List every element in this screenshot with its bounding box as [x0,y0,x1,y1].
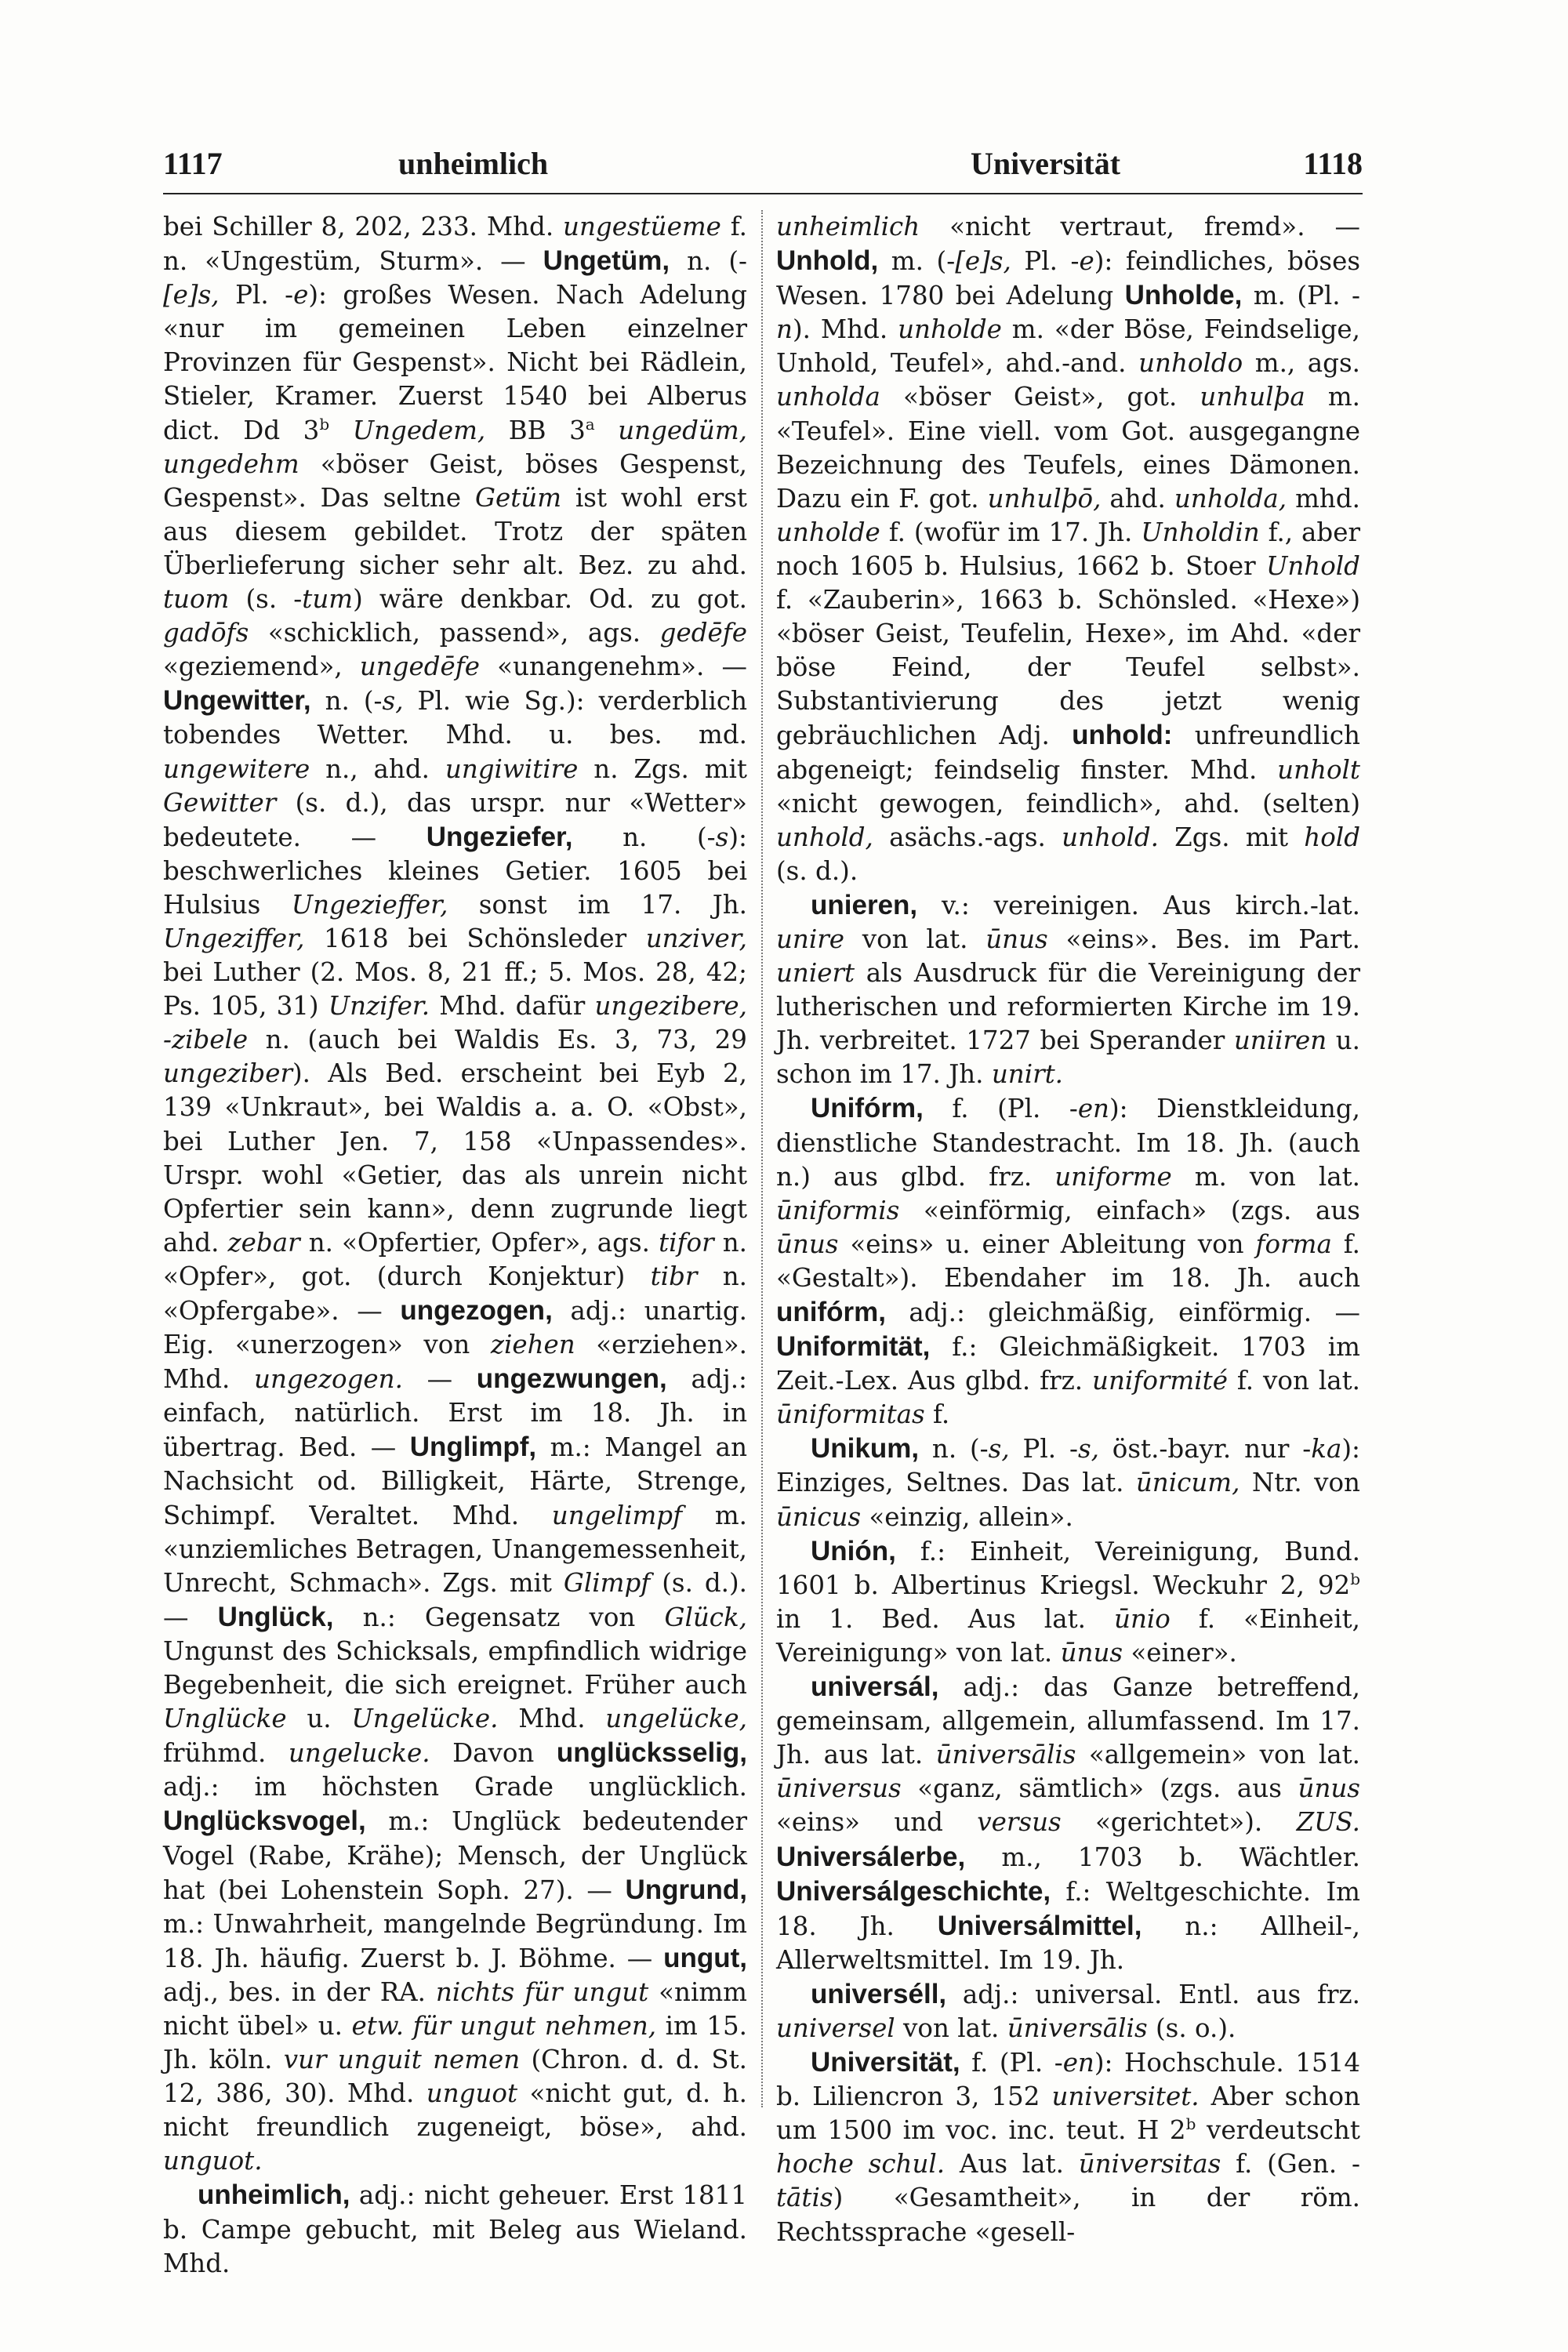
text-run: n. «Opfer», got. (durch Konjektur) [163,1227,748,1291]
entry-paragraph [163,2178,747,2280]
italic-form: ūnio [1114,1603,1171,1634]
italic-form: unhulþa [1200,382,1305,412]
text-run: mhd. [1287,483,1360,514]
text-run: in 1. Bed. Aus lat. [776,1603,1115,1634]
text-run: n., ahd. [310,753,445,784]
headword: ungezwungen, [476,1363,667,1395]
text-run: «eins» und [776,1807,978,1838]
text-run: Pl. - [1009,1434,1078,1465]
superscript: b [1350,1569,1360,1588]
italic-form: s [715,822,729,852]
text-run: «geziemend», [163,652,360,682]
italic-form: unholde [776,517,880,547]
text-run: «eins» u. einer Ableitung von [838,1229,1256,1259]
text-run: u. [286,1704,352,1734]
italic-form: unholde [898,314,1002,345]
headword: Ungewitter, [163,685,311,717]
italic-form: Ungelücke. [351,1704,499,1734]
text-run: bei Schiller 8, 202, 233. Mhd. [163,212,564,241]
text-run: ): großes Wesen. Nach Adelung «nur im gemeinen Leben einzelner Provinzen für Gespenst». Nicht bei Rädlein, Stieler, Kramer. Zuerst 1540 bei Alberus dict. Dd 3 [163,280,747,445]
text-run: öst.-bayr. nur - [1098,1434,1312,1465]
text-run: m. von lat. [1171,1161,1360,1192]
italic-form: hoche schul. [776,2149,946,2180]
text-run: f. (Gen. - [1221,2149,1360,2180]
text-run: n. (- [919,1434,989,1465]
text-run: m.: Unglück bedeutender Vogel (Rabe, Krähe); Mensch, der Unglück hat (bei Lohenstein Soph. 27). — [163,1806,747,1905]
headword: universéll, [811,1978,947,2009]
text-run: m. (Pl. - [1242,281,1360,311]
italic-form: e [1079,246,1094,277]
italic-form: ungewitere [163,753,310,784]
italic-form: vur unguit nemen [283,2045,521,2075]
italic-form: en [1077,1094,1109,1124]
text-run: Aus lat. [945,2149,1079,2180]
italic-form: ungedēfe [359,652,481,682]
italic-form: Unzifer. [328,991,430,1022]
italic-form: ūnicum, [1135,1468,1240,1498]
superscript: a [585,414,595,434]
headword: Universálerbe, [776,1841,966,1872]
text-run: ): feindliches, böses Wesen. 1780 bei Adelung [776,246,1360,311]
text-run: adj.: unartig. Eig. «unerzogen» von [163,1296,747,1360]
text-run: f. «Gestalt»). Ebendaher im 18. Jh. auch [776,1229,1360,1293]
italic-form: e [293,280,309,310]
italic-form: nichts für ungut [435,1976,649,2007]
text-run: frühmd. [163,1738,289,1769]
italic-form: Ungedem, [352,415,486,445]
text-run: Ntr. von [1240,1468,1360,1498]
italic-form: unheimlich [776,212,920,241]
text-run: asächs.-ags. [873,822,1062,852]
text-run: adj.: im höchsten Grade unglücklich. [163,1772,747,1802]
italic-form: unire [776,924,845,954]
italic-form: forma [1255,1229,1332,1259]
headword: unhold: [1072,720,1173,751]
italic-form: ūniformis [776,1195,900,1225]
italic-form: s, [1077,1434,1099,1465]
text-run [329,416,353,445]
text-run: (s. d.), das urspr. nur «Wetter» bedeutete. — [163,787,747,852]
headword: unglücksselig, [556,1737,747,1769]
italic-form: ūnus [776,1229,839,1259]
text-run: (s. d.). [776,855,858,886]
text-run: (s. o.). [1147,2013,1236,2043]
italic-form: ZUS. [1296,1807,1360,1838]
italic-form: ūnus [985,924,1048,954]
headword: Unglück, [217,1601,334,1632]
italic-form: Unhold [1265,550,1360,581]
headword: Unión, [811,1535,896,1566]
text-run: 1618 bei Schönsleder [304,923,646,953]
italic-form: ūniversus [776,1773,902,1804]
text-run: verdeutscht [1196,2115,1360,2146]
italic-form: ungezogen. [254,1364,403,1395]
italic-form: Ungezieffer, [291,889,448,920]
text-run: Zgs. mit [1158,822,1305,852]
text-run: unfreundlich abgeneigt; feindselig finster. Mhd. [776,720,1360,785]
italic-form: uniiren [1233,1025,1327,1056]
text-run: adj.: universal. Entl. aus frz. [946,1979,1360,2009]
entry-paragraph [776,1432,1360,1534]
italic-form: tibr [650,1261,698,1291]
headword: Universálgeschichte, [776,1875,1051,1907]
text-run: «einer». [1123,1637,1237,1668]
text-run: m.: Unwahrheit, mangelnde Begründung. Im 18. Jh. häufig. Zuerst b. J. Böhme. — [163,1908,747,1973]
text-run: «unangenehm». — [480,652,747,682]
text-run: f. (Pl. - [960,2048,1063,2078]
italic-form: n [776,314,793,345]
italic-form: ungelimpf [551,1500,683,1530]
text-run: «böser Geist, böses Gespenst, Gespenst». Das seltne [163,448,747,513]
text-run: adj., bes. in der RA. [163,1976,436,2007]
italic-form: en [1062,2048,1094,2078]
text-run: «eins». Bes. im Part. [1047,924,1360,954]
italic-form: ungedüm, ungedehm [163,415,748,479]
italic-form: unhold. [1062,822,1159,852]
text-run: adj.: einfach, natürlich. Erst im 18. Jh. in übertrag. Bed. — [163,1364,747,1463]
text-run: n. «Opfergabe». — [163,1261,747,1326]
text-run: u. schon im 17. Jh. [776,1025,1361,1090]
superscript: b [1185,2114,1196,2134]
italic-form: ungelucke. [288,1738,430,1769]
italic-form: ūnus [1060,1637,1123,1668]
italic-form: [e]s, [163,280,220,310]
text-run: «allgemein» von lat. [1076,1740,1360,1770]
text-run: ). Als Bed. erscheint bei Eyb 2, 139 «Unkraut», bei Waldis a. a. O. «Obst», bei Luther Jen. 7, 158 «Unpassendes». Urspr. wohl «Getier, das als unrein nicht Opfertier sein kann», denn zugrunde liegt ahd. [163,1058,747,1258]
headword: Uniformität, [776,1331,931,1363]
text-run: f. n. «Ungestüm, Sturm». — [163,212,747,277]
italic-form: etw. für ungut nehmen, [351,2010,657,2041]
italic-form: universel [776,2013,895,2043]
headword: ungut, [663,1942,747,1973]
entry-paragraph [776,1534,1360,1670]
text-run: f. von lat. [1227,1366,1360,1396]
headword: Universálmittel, [937,1910,1142,1941]
text-run: von lat. [844,924,986,954]
text-run: n. (- [572,822,716,852]
italic-form: tifor [659,1227,714,1258]
text-run: m. «Teufel». Eine viell. vom Got. ausgegangne Bezeichnung des Teufels, eines Dämonen. Dazu ein F. got. [776,382,1360,514]
text-run: f.: Gleichmäßigkeit. 1703 im Zeit.-Lex. Aus glbd. frz. [776,1332,1360,1396]
text-run: m. (- [878,246,956,277]
text-run: m. «unziemliches Betragen, Unangemessenheit, Unrecht, Schmach». Zgs. mit [163,1500,747,1598]
text-run: als Ausdruck für die Vereinigung der lutherischen und reformierten Kirche im 19. Jh. verbreitet. 1727 bei Sperander [776,958,1360,1056]
text-run: v.: vereinigen. Aus kirch.-lat. [917,890,1360,920]
italic-form: hold [1304,822,1360,852]
italic-form: ungestüeme [563,212,721,241]
text-run [595,416,619,445]
italic-form: tātis [776,2183,833,2213]
text-run: Pl. wie Sg.): verderblich tobendes Wetter. Mhd. u. bes. md. [163,686,747,750]
italic-form: ungezibere, -zibele [163,991,747,1055]
text-run: ist wohl erst aus diesem gebildet. Trotz der späten Überlieferung sicher sehr alt. Bez. zu ahd. [163,482,747,580]
italic-form: ūniversālis [935,1740,1076,1770]
italic-form: tuom [163,584,230,615]
headword: Unikum, [811,1433,920,1465]
left-column [163,210,748,2278]
entry-paragraph [776,210,1360,888]
italic-form: unguot. [163,2146,263,2176]
headword: ungezogen, [400,1295,553,1326]
text-run: (s. d.). — [163,1567,748,1632]
text-run: «nicht vertraut, fremd». — [920,212,1360,241]
text-run: f., aber noch 1605 b. Hulsius, 1662 b. Stoer [776,517,1360,581]
entry-paragraph [776,2045,1360,2249]
entry-paragraph [776,1091,1360,1432]
text-run: n.: Allheil-, Allerweltsmittel. Im 19. Jh. [776,1911,1360,1975]
text-run: ): Hochschule. 1514 b. Liliencron 3, 152 [776,2048,1361,2112]
text-run: BB 3 [485,415,586,445]
italic-form: universitet. [1051,2082,1200,2112]
italic-form: unholda, [1174,483,1287,514]
italic-form: unholt [1277,754,1360,785]
text-run: ahd. [1101,483,1174,514]
text-run: n. (- [670,246,747,277]
italic-form: ungelücke, [605,1704,747,1734]
text-run: m.: Mangel an Nachsicht od. Billigkeit, Härte, Strenge, Schimpf. Veraltet. Mhd. [163,1432,747,1530]
italic-form: ūniversālis [1007,2013,1148,2043]
text-run: Davon [430,1738,557,1769]
right-page-number: 1118 [1303,146,1363,181]
italic-form: unhulþō, [987,483,1102,514]
text-run: f. [924,1399,950,1430]
superscript: b [319,414,330,434]
text-run: adj.: nicht geheuer. Erst 1811 b. Campe gebucht, mit Beleg aus Wieland. Mhd. [163,2180,747,2278]
text-run: m., ags. [1243,348,1360,379]
text-run: Aber schon um 1500 im voc. inc. teut. H 2 [776,2082,1360,2146]
text-run: «böser Geist», got. [880,382,1200,412]
italic-form: ūniversitas [1078,2149,1221,2180]
italic-form: versus [977,1807,1062,1838]
text-run: Pl. - [1011,246,1080,277]
italic-form: unhold, [776,822,873,852]
left-guide-word: unheimlich [398,146,549,181]
headword: Ungrund, [625,1874,747,1905]
italic-form: ūniformitas [776,1399,925,1430]
italic-form: uniert [776,958,855,989]
italic-form: Gewitter [163,787,277,818]
text-run: «gerichtet»). [1061,1807,1297,1838]
text-run: n. Zgs. mit [578,753,747,784]
text-run: m. «der Böse, Feindselige, Unhold, Teufel», ahd.-and. [776,314,1360,379]
text-run: ): Dienstkleidung, dienstliche Standestracht. Im 18. Jh. (auch n.) aus glbd. frz. [776,1094,1360,1192]
italic-form: zebar [227,1227,300,1258]
text-run: n. (auch bei Waldis Es. 3, 73, 29 [248,1025,747,1055]
headword: unieren, [811,889,918,920]
text-run: sonst im 17. Jh. [448,889,747,920]
text-run: adj.: gleichmäßig, einförmig. — [885,1298,1360,1327]
text-run: ). Mhd. [792,314,898,345]
right-guide-word: Universität [971,146,1121,181]
text-run: f. «Zauberin», 1663 b. Schönsled. «Hexe») «böser Geist, Teufelin, Hexe», im Ahd. «der böse Feind, der Teufel selbst». Substantivierung des jetzt wenig gebräuchlichen Adj. [776,585,1360,751]
entry-paragraph [776,888,1360,1092]
italic-form: tum [302,584,354,615]
headword: Unglimpf, [409,1432,537,1463]
italic-form: ūnus [1298,1773,1360,1804]
italic-form: Unholdin [1141,517,1260,547]
text-run: f.: Einheit, Vereinigung, Bund. 1601 b. Albertinus Kriegsl. Weckuhr 2, 92 [776,1536,1360,1600]
headword: Unhold, [776,245,879,277]
italic-form: ungiwitire [445,753,579,784]
text-run: ): beschwerliches kleines Getier. 1605 bei Hulsius [163,822,747,920]
italic-form: Unglücke [163,1704,287,1734]
italic-form: Glimpf [563,1567,651,1598]
headword: Universität, [811,2047,960,2078]
headword: universál, [811,1671,939,1703]
headword: unifórm, [776,1297,886,1327]
text-run: ): Einziges, Seltnes. Das lat. [776,1434,1360,1498]
text-run: «einförmig, einfach» (zgs. aus [899,1195,1360,1225]
text-run: «nimm nicht übel» u. [163,1976,747,2041]
italic-form: ungeziber [163,1058,292,1089]
headword: Ungetüm, [543,245,670,277]
text-run: f. (wofür im 17. Jh. [880,517,1142,547]
text-run: «schicklich, passend», ags. [249,618,660,648]
headword: unheimlich, [198,2180,350,2211]
italic-form: unirt. [991,1059,1064,1090]
text-run: f. (Pl. - [923,1094,1078,1124]
text-run: ) wäre denkbar. Od. zu got. [353,584,747,615]
italic-form: uniforme [1054,1161,1172,1192]
text-run: n. «Opfertier, Opfer», ags. [299,1227,659,1258]
column-divider [761,210,764,2107]
text-run: adj.: das Ganze betreffend, gemeinsam, allgemein, allumfassend. Im 17. Jh. aus lat. [776,1672,1360,1770]
text-run: «erziehen». Mhd. [163,1330,747,1395]
left-page-number: 1117 [163,146,223,181]
italic-form: ziehen [490,1330,575,1360]
text-run: Pl. - [219,280,294,310]
headword: Unholde, [1124,280,1243,311]
entry-paragraph [776,1977,1360,2045]
text-run: im 15. Jh. köln. [163,2010,747,2075]
text-run: «einzig, allein». [861,1501,1073,1532]
italic-form: Ungeziffer, [163,923,305,953]
text-run: (Chron. d. d. St. 12, 386, 30). Mhd. [163,2045,747,2109]
text-run: f. «Einheit, Vereinigung» von lat. [776,1603,1361,1668]
italic-form: s, [988,1434,1010,1465]
italic-form: ka [1311,1434,1342,1465]
running-header [163,145,1363,192]
text-run: bei Luther (2. Mos. 8, 21 ff.; 5. Mos. 28, 42; Ps. 105, 31) [163,957,747,1022]
text-run: «nicht gut, d. h. nicht freundlich zugeneigt, böse», ahd. [163,2078,747,2143]
headword: Unifórm, [811,1093,924,1124]
text-run: Ungunst des Schicksals, empfindlich widrige Begebenheit, die sich ereignet. Früher auch [163,1635,747,1700]
italic-form: ūnicus [776,1501,862,1532]
text-run: Mhd. dafür [430,991,595,1022]
text-run: von lat. [895,2013,1007,2043]
text-run: ) «Gesamtheit», in der röm. Rechtssprache «gesell- [776,2183,1360,2247]
text-run: (s. - [229,584,303,615]
italic-form: unholdo [1138,348,1243,379]
text-run: n. (- [310,686,383,717]
entry-paragraph [163,210,747,2178]
right-column [776,210,1361,2247]
italic-form: [e]s, [955,246,1011,277]
headword: Ungeziefer, [426,821,573,852]
text-run: — [402,1364,477,1395]
italic-form: uniformité [1092,1366,1228,1396]
text-run: «ganz, sämtlich» (zgs. aus [901,1773,1298,1804]
italic-form: unziver, [645,923,747,953]
italic-form: unholda [776,382,880,412]
italic-form: unguot [426,2078,518,2109]
italic-form: Glück, [664,1602,747,1632]
text-run: «nicht gewogen, feindlich», ahd. (selten) [776,788,1360,818]
italic-form: s, [382,686,404,717]
entry-paragraph [776,1670,1360,1977]
text-run: f.: Weltgeschichte. Im 18. Jh. [776,1876,1360,1941]
italic-form: gedēfe [659,618,747,648]
text-run: m., 1703 b. Wächtler. [965,1842,1360,1872]
italic-form: gadōfs [163,618,249,648]
italic-form: Getüm [475,482,562,513]
headword: Unglücksvogel, [163,1806,366,1837]
text-run: Mhd. [498,1704,606,1734]
header-rule [163,193,1363,194]
text-run: n.: Gegensatz von [333,1602,665,1632]
